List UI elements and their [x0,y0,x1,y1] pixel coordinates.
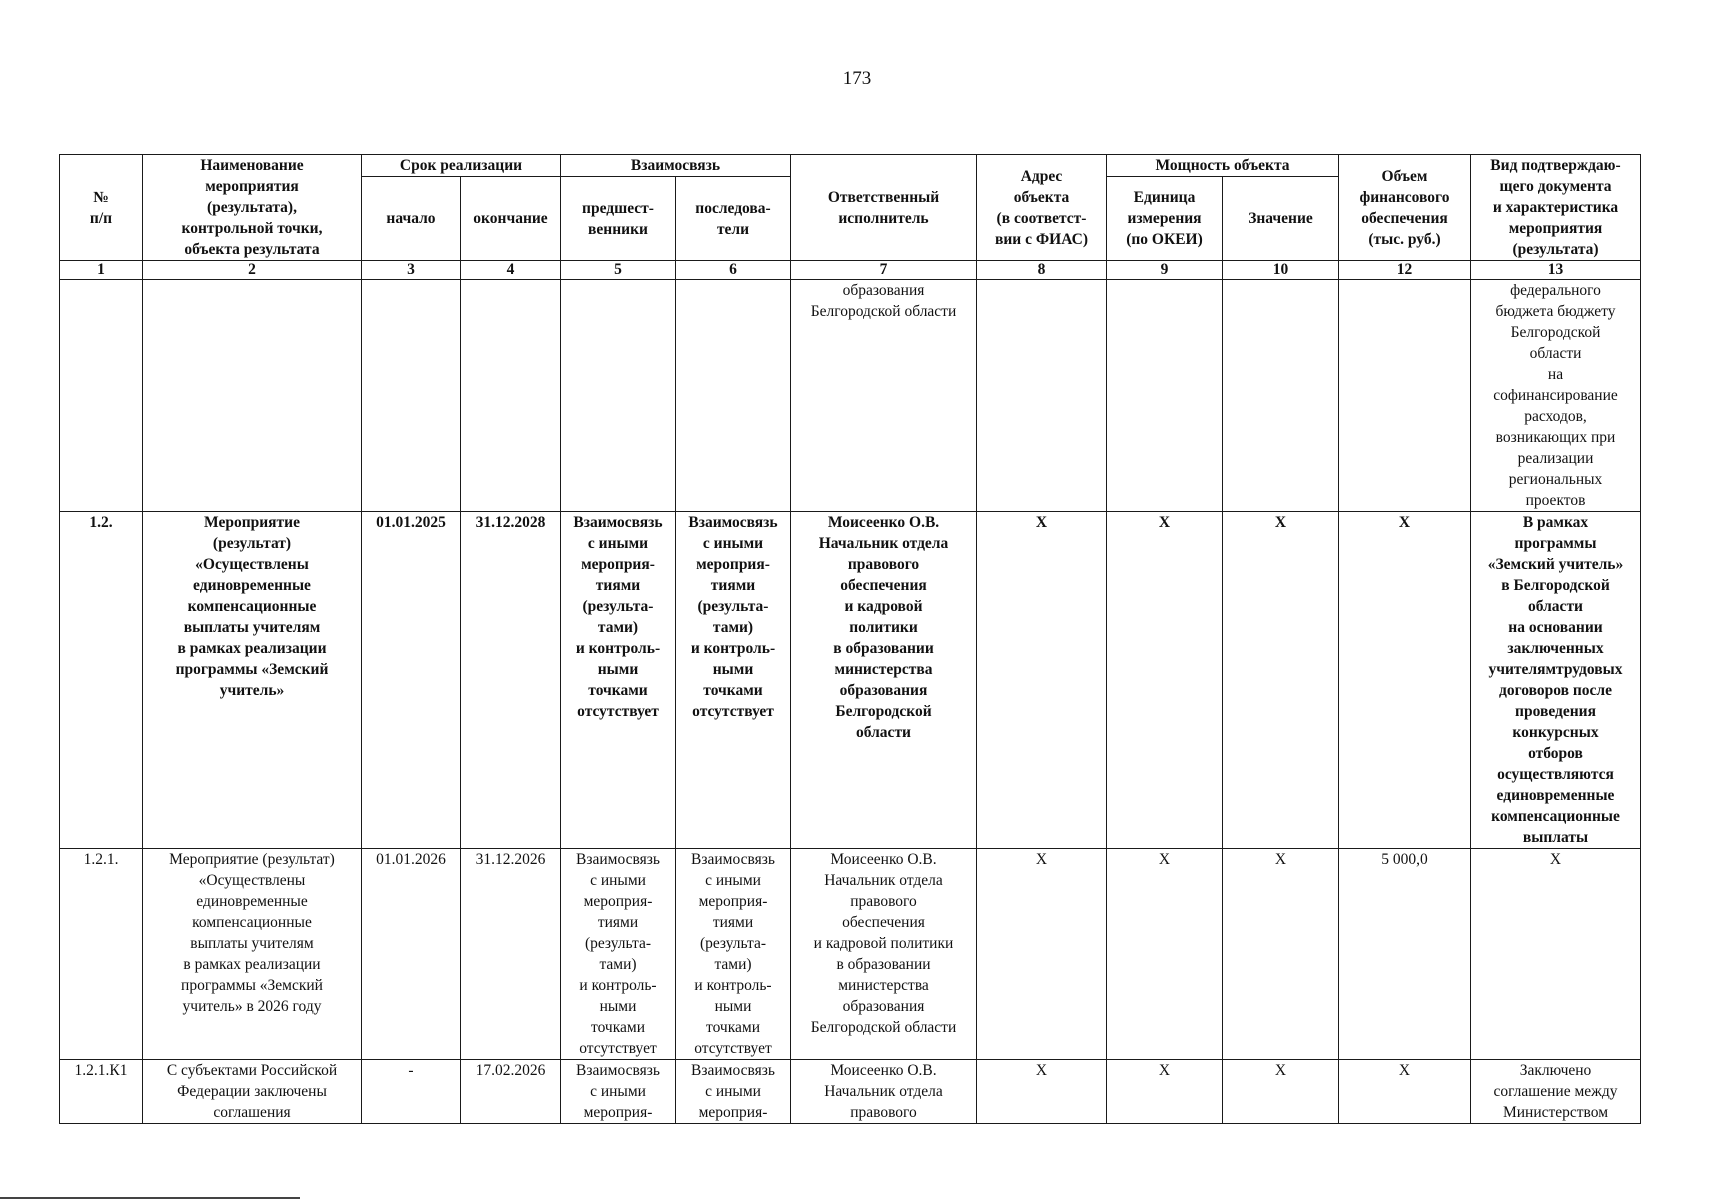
header-name: Наименование мероприятия (результата), контрольной точки, объекта результата [143,155,362,261]
cell-end: 17.02.2026 [461,1060,561,1124]
col-number: 1 [60,261,143,280]
cell-obem [1339,280,1471,512]
header-adres: Адрес объекта (в соответст- вии с ФИАС) [977,155,1107,261]
cell-num: 1.2. [60,512,143,849]
cell-start: 01.01.2025 [362,512,461,849]
col-number: 3 [362,261,461,280]
header-pred: предшест- венники [561,177,676,261]
cell-otv: Моисеенко О.В. Начальник отдела правового обеспечения и кадровой политики в образовании министерства образования Белгородской области [791,512,977,849]
cell-znach: X [1223,512,1339,849]
cell-posl: Взаимосвязь с иными мероприя- тиями (результа- тами) и контроль- ными точками отсутствует [676,512,791,849]
col-number: 4 [461,261,561,280]
cell-num: 1.2.1.К1 [60,1060,143,1124]
page-number: 173 [842,68,872,89]
cell-obem: X [1339,512,1471,849]
cell-posl [676,280,791,512]
cell-name [143,280,362,512]
cell-otv: образования Белгородской области [791,280,977,512]
col-number: 7 [791,261,977,280]
cell-pred: Взаимосвязь с иными мероприя- тиями (результа- тами) и контроль- ными точками отсутствует [561,512,676,849]
cell-pred [561,280,676,512]
table-row [60,849,1641,1060]
table-row [60,512,1641,849]
cell-pred: Взаимосвязь с иными мероприя- [561,1060,676,1124]
cell-ed [1107,280,1223,512]
scan-edge-line [0,1197,300,1199]
header-posl: последова- тели [676,177,791,261]
header-end: окончание [461,177,561,261]
col-number: 9 [1107,261,1223,280]
cell-vid: X [1471,849,1641,1060]
header-obem: Объем финансового обеспечения (тыс. руб.) [1339,155,1471,261]
header-otv: Ответственный исполнитель [791,155,977,261]
col-number: 10 [1223,261,1339,280]
cell-adres: X [977,1060,1107,1124]
cell-znach: X [1223,849,1339,1060]
table-row [60,280,1641,512]
cell-adres: X [977,849,1107,1060]
cell-adres: X [977,512,1107,849]
header-start: начало [362,177,461,261]
cell-vid: Заключено соглашение между Министерством [1471,1060,1641,1124]
cell-vid: В рамках программы «Земский учитель» в Белгородской области на основании заключенных учителямтрудовых договоров после проведения конкурсных отборов осуществляются единовременные компенсационные выплаты [1471,512,1641,849]
cell-name: Мероприятие (результат) «Осуществлены единовременные компенсационные выплаты учителям в рамках реализации программы «Земский учитель» [143,512,362,849]
cell-num: 1.2.1. [60,849,143,1060]
cell-pred: Взаимосвязь с иными мероприя- тиями (результа- тами) и контроль- ными точками отсутствует [561,849,676,1060]
cell-end [461,280,561,512]
cell-znach: X [1223,1060,1339,1124]
col-number: 13 [1471,261,1641,280]
cell-vid: федерального бюджета бюджету Белгородской области на софинансирование расходов, возникающих при реализации региональных проектов [1471,280,1641,512]
cell-ed: X [1107,849,1223,1060]
cell-adres [977,280,1107,512]
col-number: 8 [977,261,1107,280]
cell-otv: Моисеенко О.В. Начальник отдела правового [791,1060,977,1124]
cell-num [60,280,143,512]
header-ed: Единица измерения (по ОКЕИ) [1107,177,1223,261]
cell-name: С субъектами Российской Федерации заключены соглашения [143,1060,362,1124]
cell-obem: X [1339,1060,1471,1124]
cell-otv: Моисеенко О.В. Начальник отдела правового обеспечения и кадровой политики в образовании министерства образования Белгородской области [791,849,977,1060]
cell-posl: Взаимосвязь с иными мероприя- тиями (результа- тами) и контроль- ными точками отсутствует [676,849,791,1060]
col-number: 5 [561,261,676,280]
cell-end: 31.12.2028 [461,512,561,849]
plan-table [59,154,1641,1124]
header-vzaim: Взаимосвязь [561,155,791,177]
col-number: 6 [676,261,791,280]
header-vid: Вид подтверждаю- щего документа и характеристика мероприятия (результата) [1471,155,1641,261]
cell-end: 31.12.2026 [461,849,561,1060]
cell-posl: Взаимосвязь с иными мероприя- [676,1060,791,1124]
cell-ed: X [1107,1060,1223,1124]
header-moshnost: Мощность объекта [1107,155,1339,177]
cell-name: Мероприятие (результат) «Осуществлены единовременные компенсационные выплаты учителям в рамках реализации программы «Земский учитель» в 2026 году [143,849,362,1060]
header-znach: Значение [1223,177,1339,261]
col-number: 2 [143,261,362,280]
cell-ed: X [1107,512,1223,849]
header-num: № п/п [60,155,143,261]
cell-obem: 5 000,0 [1339,849,1471,1060]
header-srok: Срок реализации [362,155,561,177]
cell-znach [1223,280,1339,512]
col-number: 12 [1339,261,1471,280]
cell-start [362,280,461,512]
table-row [60,1060,1641,1124]
cell-start: 01.01.2026 [362,849,461,1060]
cell-start: - [362,1060,461,1124]
